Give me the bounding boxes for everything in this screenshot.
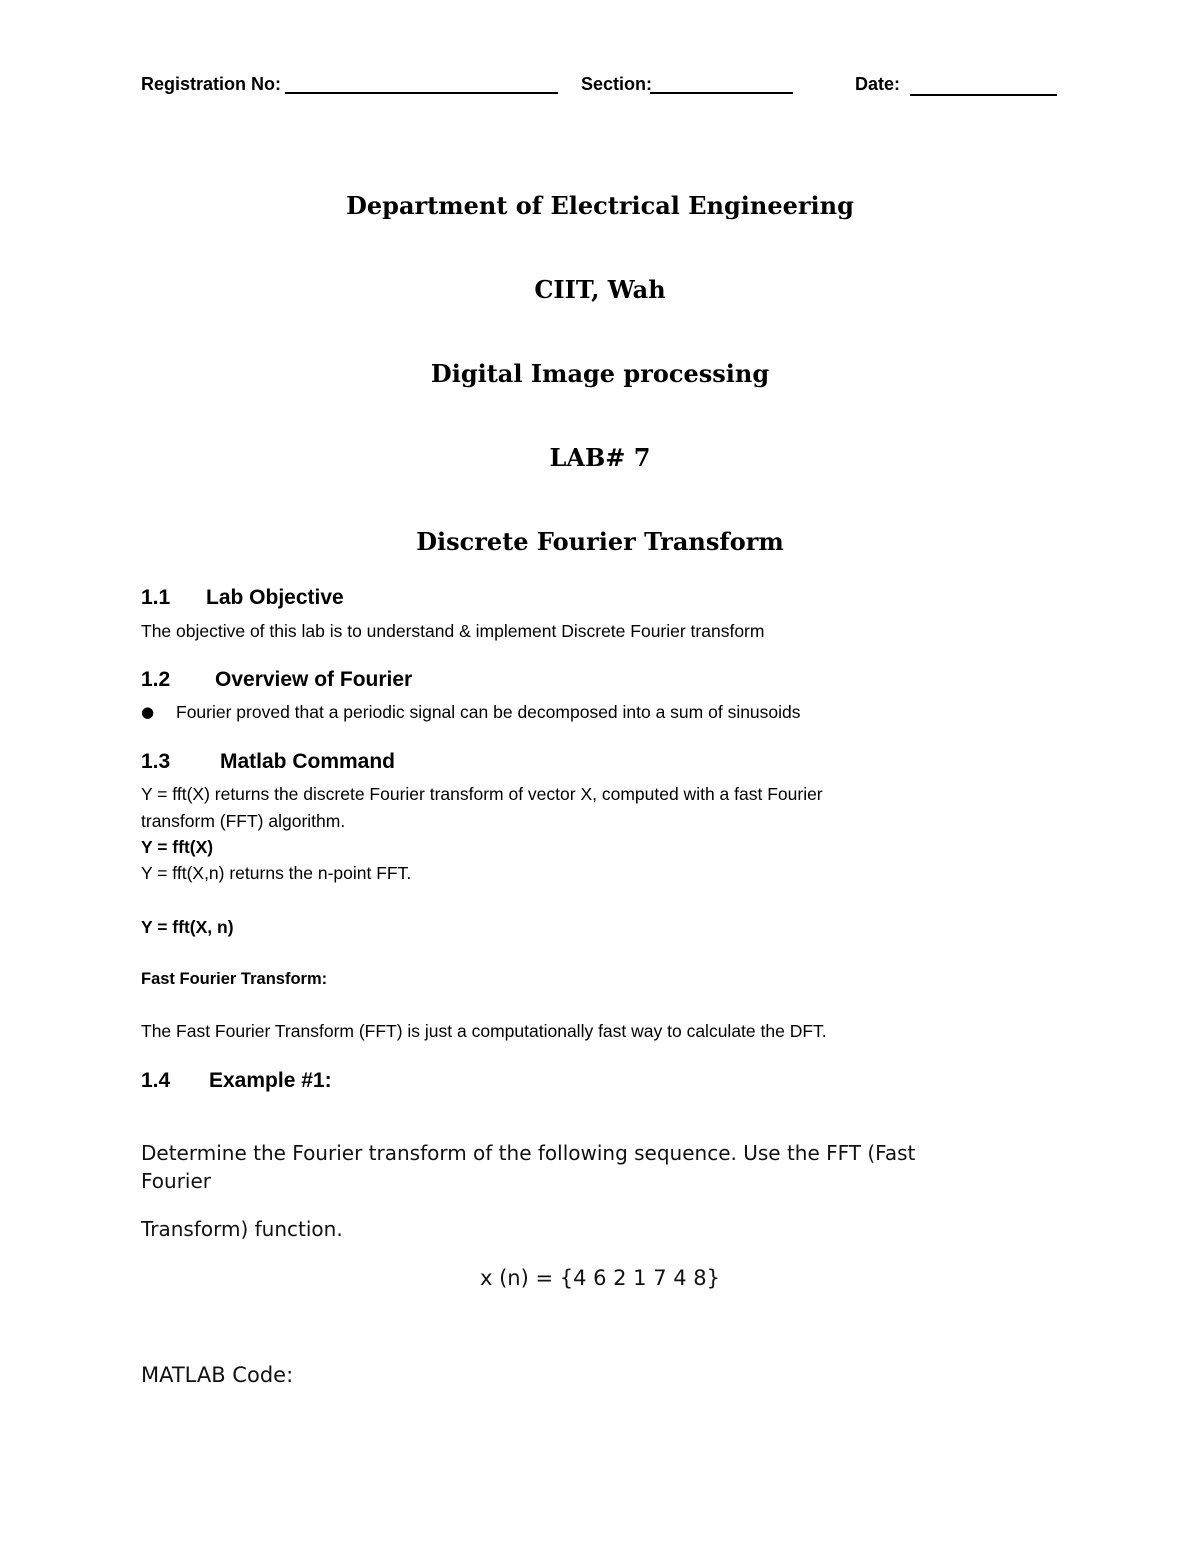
fft-subheading: Fast Fourier Transform: <box>141 970 328 988</box>
date-blank <box>910 94 1057 96</box>
section-blank <box>650 92 793 94</box>
fft-explanation: The Fast Fourier Transform (FFT) is just a computationally fast way to calculate the DFT. <box>141 1021 827 1041</box>
fft-n-point-description: Y = fft(X,n) returns the n-point FFT. <box>141 863 412 883</box>
overview-bullet-text: Fourier proved that a periodic signal can be decomposed into a sum of sinusoids <box>176 702 801 722</box>
section-heading-example: Example #1: <box>209 1069 332 1092</box>
example-text-line2: Fourier <box>141 1169 212 1193</box>
section-number-1-2: 1.2 <box>141 668 171 691</box>
section-heading-lab-objective: Lab Objective <box>206 586 344 609</box>
bullet-icon: ● <box>141 703 155 721</box>
matlab-code-label: MATLAB Code: <box>141 1363 294 1387</box>
section-number-1-4: 1.4 <box>141 1069 171 1092</box>
registration-label: Registration No: <box>141 74 282 94</box>
date-label: Date: <box>855 74 901 94</box>
objective-text: The objective of this lab is to understand & implement Discrete Fourier transform <box>141 621 765 641</box>
example-text-line3: Transform) function. <box>141 1217 343 1241</box>
fft-code-1: Y = fft(X) <box>141 837 214 857</box>
topic-title: Discrete Fourier Transform <box>416 527 784 556</box>
sequence-equation: x (n) = {4 6 2 1 7 4 8} <box>479 1266 721 1290</box>
section-heading-matlab-command: Matlab Command <box>220 750 396 773</box>
example-text-line1: Determine the Fourier transform of the following sequence. Use the FFT (Fast <box>141 1141 916 1165</box>
section-heading-overview: Overview of Fourier <box>215 668 413 691</box>
course-title: Digital Image processing <box>430 359 770 388</box>
section-number-1-3: 1.3 <box>141 750 171 773</box>
section-number-1-1: 1.1 <box>141 586 171 609</box>
department-title: Department of Electrical Engineering <box>346 191 854 220</box>
institute-title: CIIT, Wah <box>534 275 666 304</box>
section-label: Section: <box>581 74 653 94</box>
registration-blank <box>285 92 558 94</box>
lab-title: LAB# 7 <box>549 443 651 472</box>
fft-description-line1: Y = fft(X) returns the discrete Fourier transform of vector X, computed with a fast Fourier <box>141 784 823 804</box>
fft-code-2: Y = fft(X, n) <box>141 917 234 937</box>
fft-description-line2: transform (FFT) algorithm. <box>141 811 346 831</box>
